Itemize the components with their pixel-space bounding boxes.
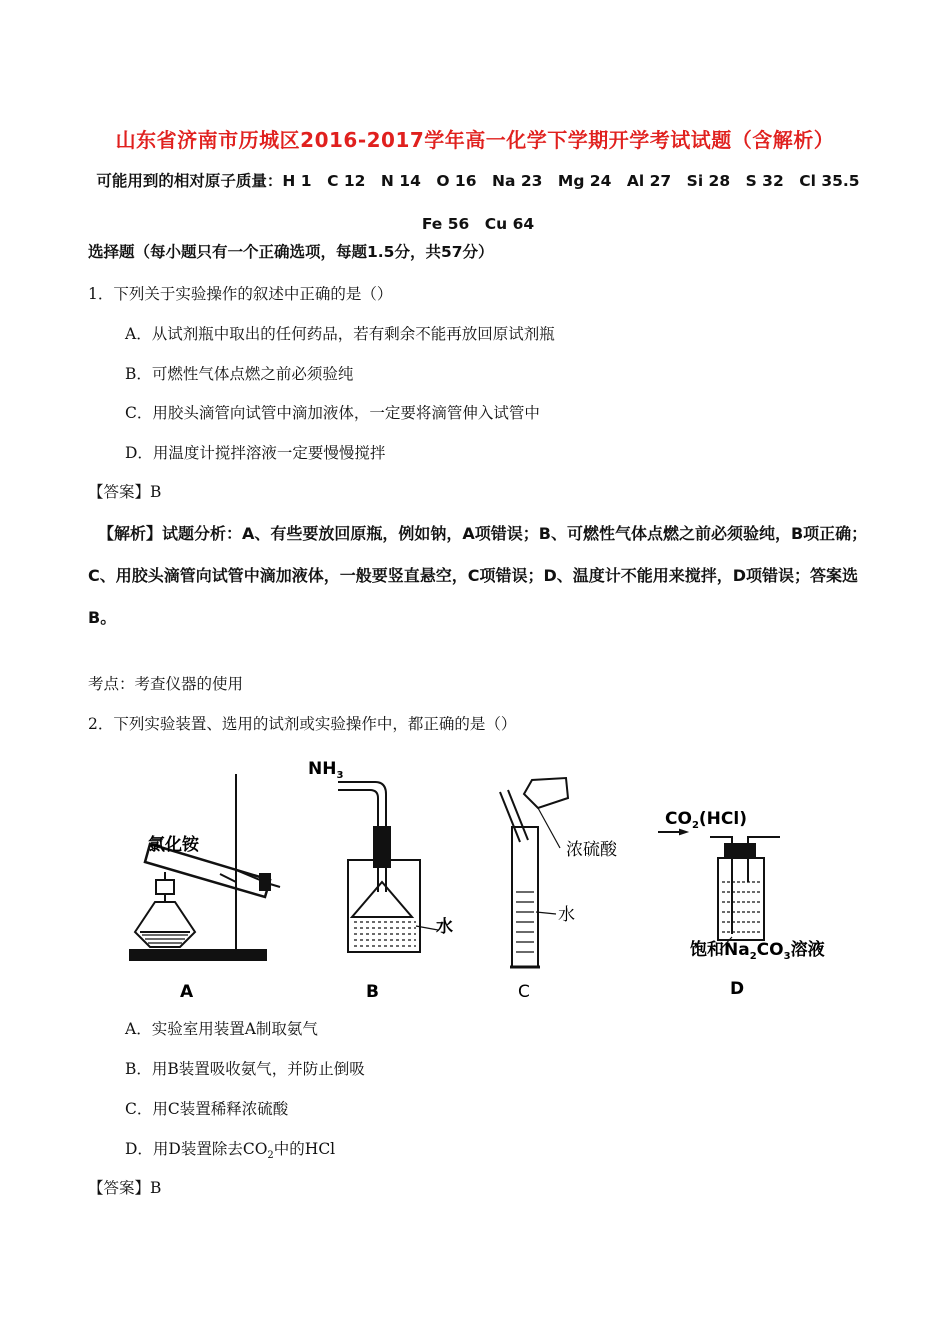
question-1-point: 考点：考查仪器的使用	[88, 675, 244, 693]
question-2-answer: 【答案】B	[88, 1179, 162, 1197]
apparatus-figure	[120, 752, 840, 1002]
question-2-option-c: C．用C装置稀释浓硫酸	[125, 1100, 289, 1118]
apparatus-d	[658, 830, 780, 950]
question-1-stem: 1．下列关于实验操作的叙述中正确的是（）	[88, 285, 393, 303]
apparatus-d-gas-label: $CO_2(HCl)$	[665, 809, 747, 831]
apparatus-c-label: C	[518, 982, 530, 1002]
apparatus-b-label: B	[366, 982, 379, 1002]
section-heading: 选择题（每小题只有一个正确选项，每题1.5分，共57分）	[88, 243, 494, 261]
apparatus-c-reagent-label: 浓硫酸	[566, 840, 617, 860]
apparatus-c	[500, 778, 568, 967]
apparatus-b-gas-label: $NH_3$	[308, 759, 344, 781]
question-1-option-c: C．用胶头滴管向试管中滴加液体，一定要将滴管伸入试管中	[125, 404, 540, 422]
apparatus-b	[338, 782, 438, 952]
question-1-option-a: A．从试剂瓶中取出的任何药品，若有剩余不能再放回原试剂瓶	[125, 325, 555, 343]
apparatus-a-reagent-label: 氯化铵	[148, 835, 199, 855]
question-1-analysis: 【解析】试题分析：A、有些要放回原瓶，例如钠，A项错误；B、可燃性气体点燃之前必须验纯，B项正确；C、用胶头滴管向试管中滴加液体，一般要竖直悬空，C项错误；D、温度计不能用来搅拌，D项错误；答案选B。	[88, 524, 868, 627]
page-title: 山东省济南市历城区2016-2017学年高一化学下学期开学考试试题（含解析）	[115, 128, 835, 152]
question-1-answer: 【答案】B	[88, 483, 162, 501]
question-2-option-b: B．用B装置吸收氨气，并防止倒吸	[125, 1060, 365, 1078]
apparatus-a	[130, 774, 280, 960]
atomic-masses: 可能用到的相对原子质量：H 1 C 12 N 14 O 16 Na 23 Mg 24 Al 27 Si 28 S 32 Cl 35.5 Fe 56 Cu 64	[96, 172, 876, 233]
question-1-option-b: B．可燃性气体点燃之前必须验纯	[125, 365, 354, 383]
question-2-stem: 2．下列实验装置、选用的试剂或实验操作中，都正确的是（）	[88, 715, 517, 733]
apparatus-c-liquid-label: 水	[558, 905, 575, 925]
question-1-option-d: D．用温度计搅拌溶液一定要慢慢搅拌	[125, 444, 386, 462]
apparatus-d-solution-label: 饱和$Na_2CO_3$溶液	[690, 940, 825, 962]
apparatus-b-liquid-label: 水	[436, 917, 453, 937]
question-2-option-a: A．实验室用装置A制取氨气	[125, 1020, 318, 1038]
apparatus-a-label: A	[180, 982, 194, 1002]
question-2-option-d: D．用D装置除去$CO_2$中的HCl	[125, 1140, 336, 1162]
apparatus-d-label: D	[730, 979, 745, 999]
